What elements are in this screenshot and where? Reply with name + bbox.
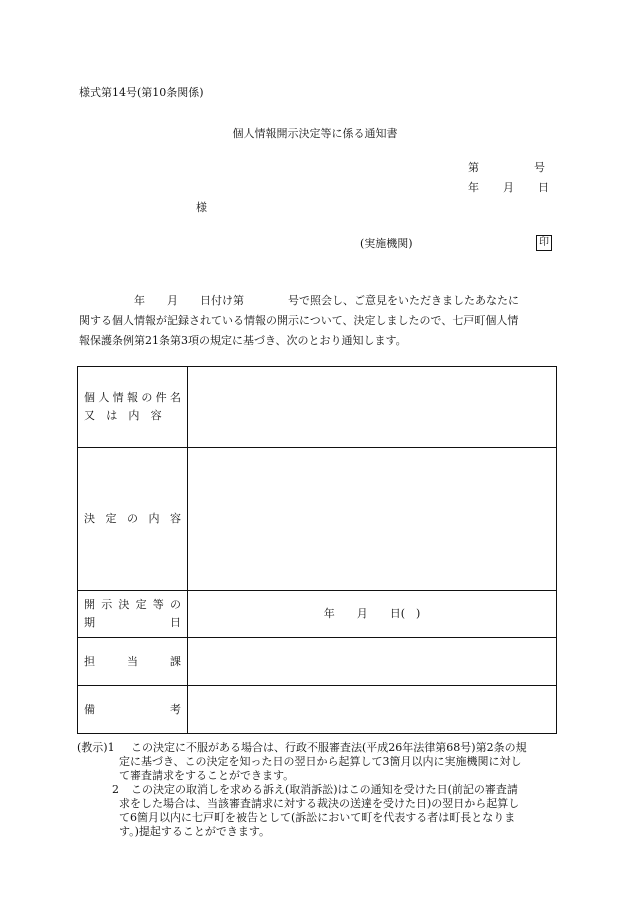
instructions-section <box>77 741 557 839</box>
body-line: 報保護条例第21条第3項の規定に基づき、次のとおり通知します。 <box>79 334 407 347</box>
label-char: 名 <box>169 391 181 405</box>
instruction-item <box>77 783 557 839</box>
seal-stamp: 印 <box>536 235 552 251</box>
table-row-department <box>78 638 557 686</box>
label-item-name <box>78 367 188 448</box>
label-department <box>78 638 188 686</box>
body-line: 年 月 日付け第 号で照会し、ご意見をいただきましたあなたに <box>79 294 519 307</box>
label-char: 当 <box>127 654 138 668</box>
table-row-period <box>78 591 557 638</box>
label-char: 等 <box>152 598 164 612</box>
label-char: 定 <box>105 512 117 526</box>
label-decision-content <box>78 448 188 591</box>
period-label-left: 期 <box>84 616 95 629</box>
label-char: 課 <box>170 654 181 668</box>
label-char: 示 <box>101 598 113 612</box>
label-char: 報 <box>126 391 138 405</box>
number-prefix: 第 <box>468 161 479 174</box>
label-char: 人 <box>98 391 110 405</box>
instructions-prefix: (教示)1 <box>77 741 115 754</box>
instruction-number: 2 <box>112 783 119 796</box>
label-char: 又 <box>84 409 95 422</box>
label-char: 内 <box>148 512 160 526</box>
value-department <box>188 638 557 686</box>
table-row-item-name <box>78 367 557 448</box>
label-char: 担 <box>84 654 95 668</box>
value-item-name <box>188 367 557 448</box>
label-char: の <box>141 391 153 405</box>
instruction-line: て6箇月以内に七戸町を被告として(訴訟において町を代表する者は町長となりま <box>119 811 516 824</box>
instruction-line: この決定に不服がある場合は、行政不服審査法(平成26年法律第68号)第2条の規 <box>131 741 527 754</box>
instruction-line: て審査請求をすることができます。 <box>119 769 295 782</box>
document-title: 個人情報開示決定等に係る通知書 <box>232 127 398 140</box>
value-disclosure-period: 年 月 日( ) <box>188 591 557 638</box>
label-char: 定 <box>135 598 147 612</box>
label-char: 決 <box>118 598 130 612</box>
label-char: 考 <box>170 702 181 716</box>
label-char: は <box>106 409 118 422</box>
date-day: 日 <box>538 181 549 194</box>
document-date <box>468 179 549 197</box>
decision-table <box>77 366 557 734</box>
label-char: 容 <box>150 409 162 422</box>
value-remarks <box>188 686 557 734</box>
value-decision-content <box>188 448 557 591</box>
label-char: 開 <box>84 598 95 612</box>
period-label-right: 日 <box>170 616 181 629</box>
instruction-line: 定に基づき、この決定を知った日の翌日から起算して3箇月以内に実施機関に対し <box>119 755 522 768</box>
implementing-agency-label: (実施機関) <box>360 237 413 250</box>
number-suffix: 号 <box>534 161 545 174</box>
label-char: 個 <box>84 391 95 405</box>
body-line: 関する個人情報が記録されている情報の開示について、決定しましたので、七戸町個人情 <box>79 314 519 327</box>
recipient-honorific: 様 <box>196 201 207 214</box>
instruction-line: す。)提起することができます。 <box>119 825 271 838</box>
instruction-item <box>77 741 557 783</box>
label-char: の <box>127 512 138 526</box>
label-char: 情 <box>112 391 124 405</box>
form-number: 様式第14号(第10条関係) <box>79 86 204 99</box>
label-char: 内 <box>128 409 140 422</box>
label-remarks <box>78 686 188 734</box>
label-char: 決 <box>84 512 95 526</box>
table-row-remarks <box>78 686 557 734</box>
date-year: 年 <box>468 181 479 194</box>
label-char: 容 <box>170 512 181 526</box>
label-char: 備 <box>84 702 95 716</box>
table-row-decision <box>78 448 557 591</box>
date-month: 月 <box>503 181 514 194</box>
label-char: の <box>169 598 181 612</box>
instruction-line: 求をした場合は、当該審査請求に対する裁決の送達を受けた日)の翌日から起算し <box>119 797 520 810</box>
document-number <box>468 159 545 177</box>
instruction-line: この決定の取消しを求める訴え(取消訴訟)はこの通知を受けた日(前記の審査請 <box>131 783 518 796</box>
label-char: 件 <box>155 391 167 405</box>
label-disclosure-period <box>78 591 188 638</box>
notification-body <box>79 291 555 351</box>
